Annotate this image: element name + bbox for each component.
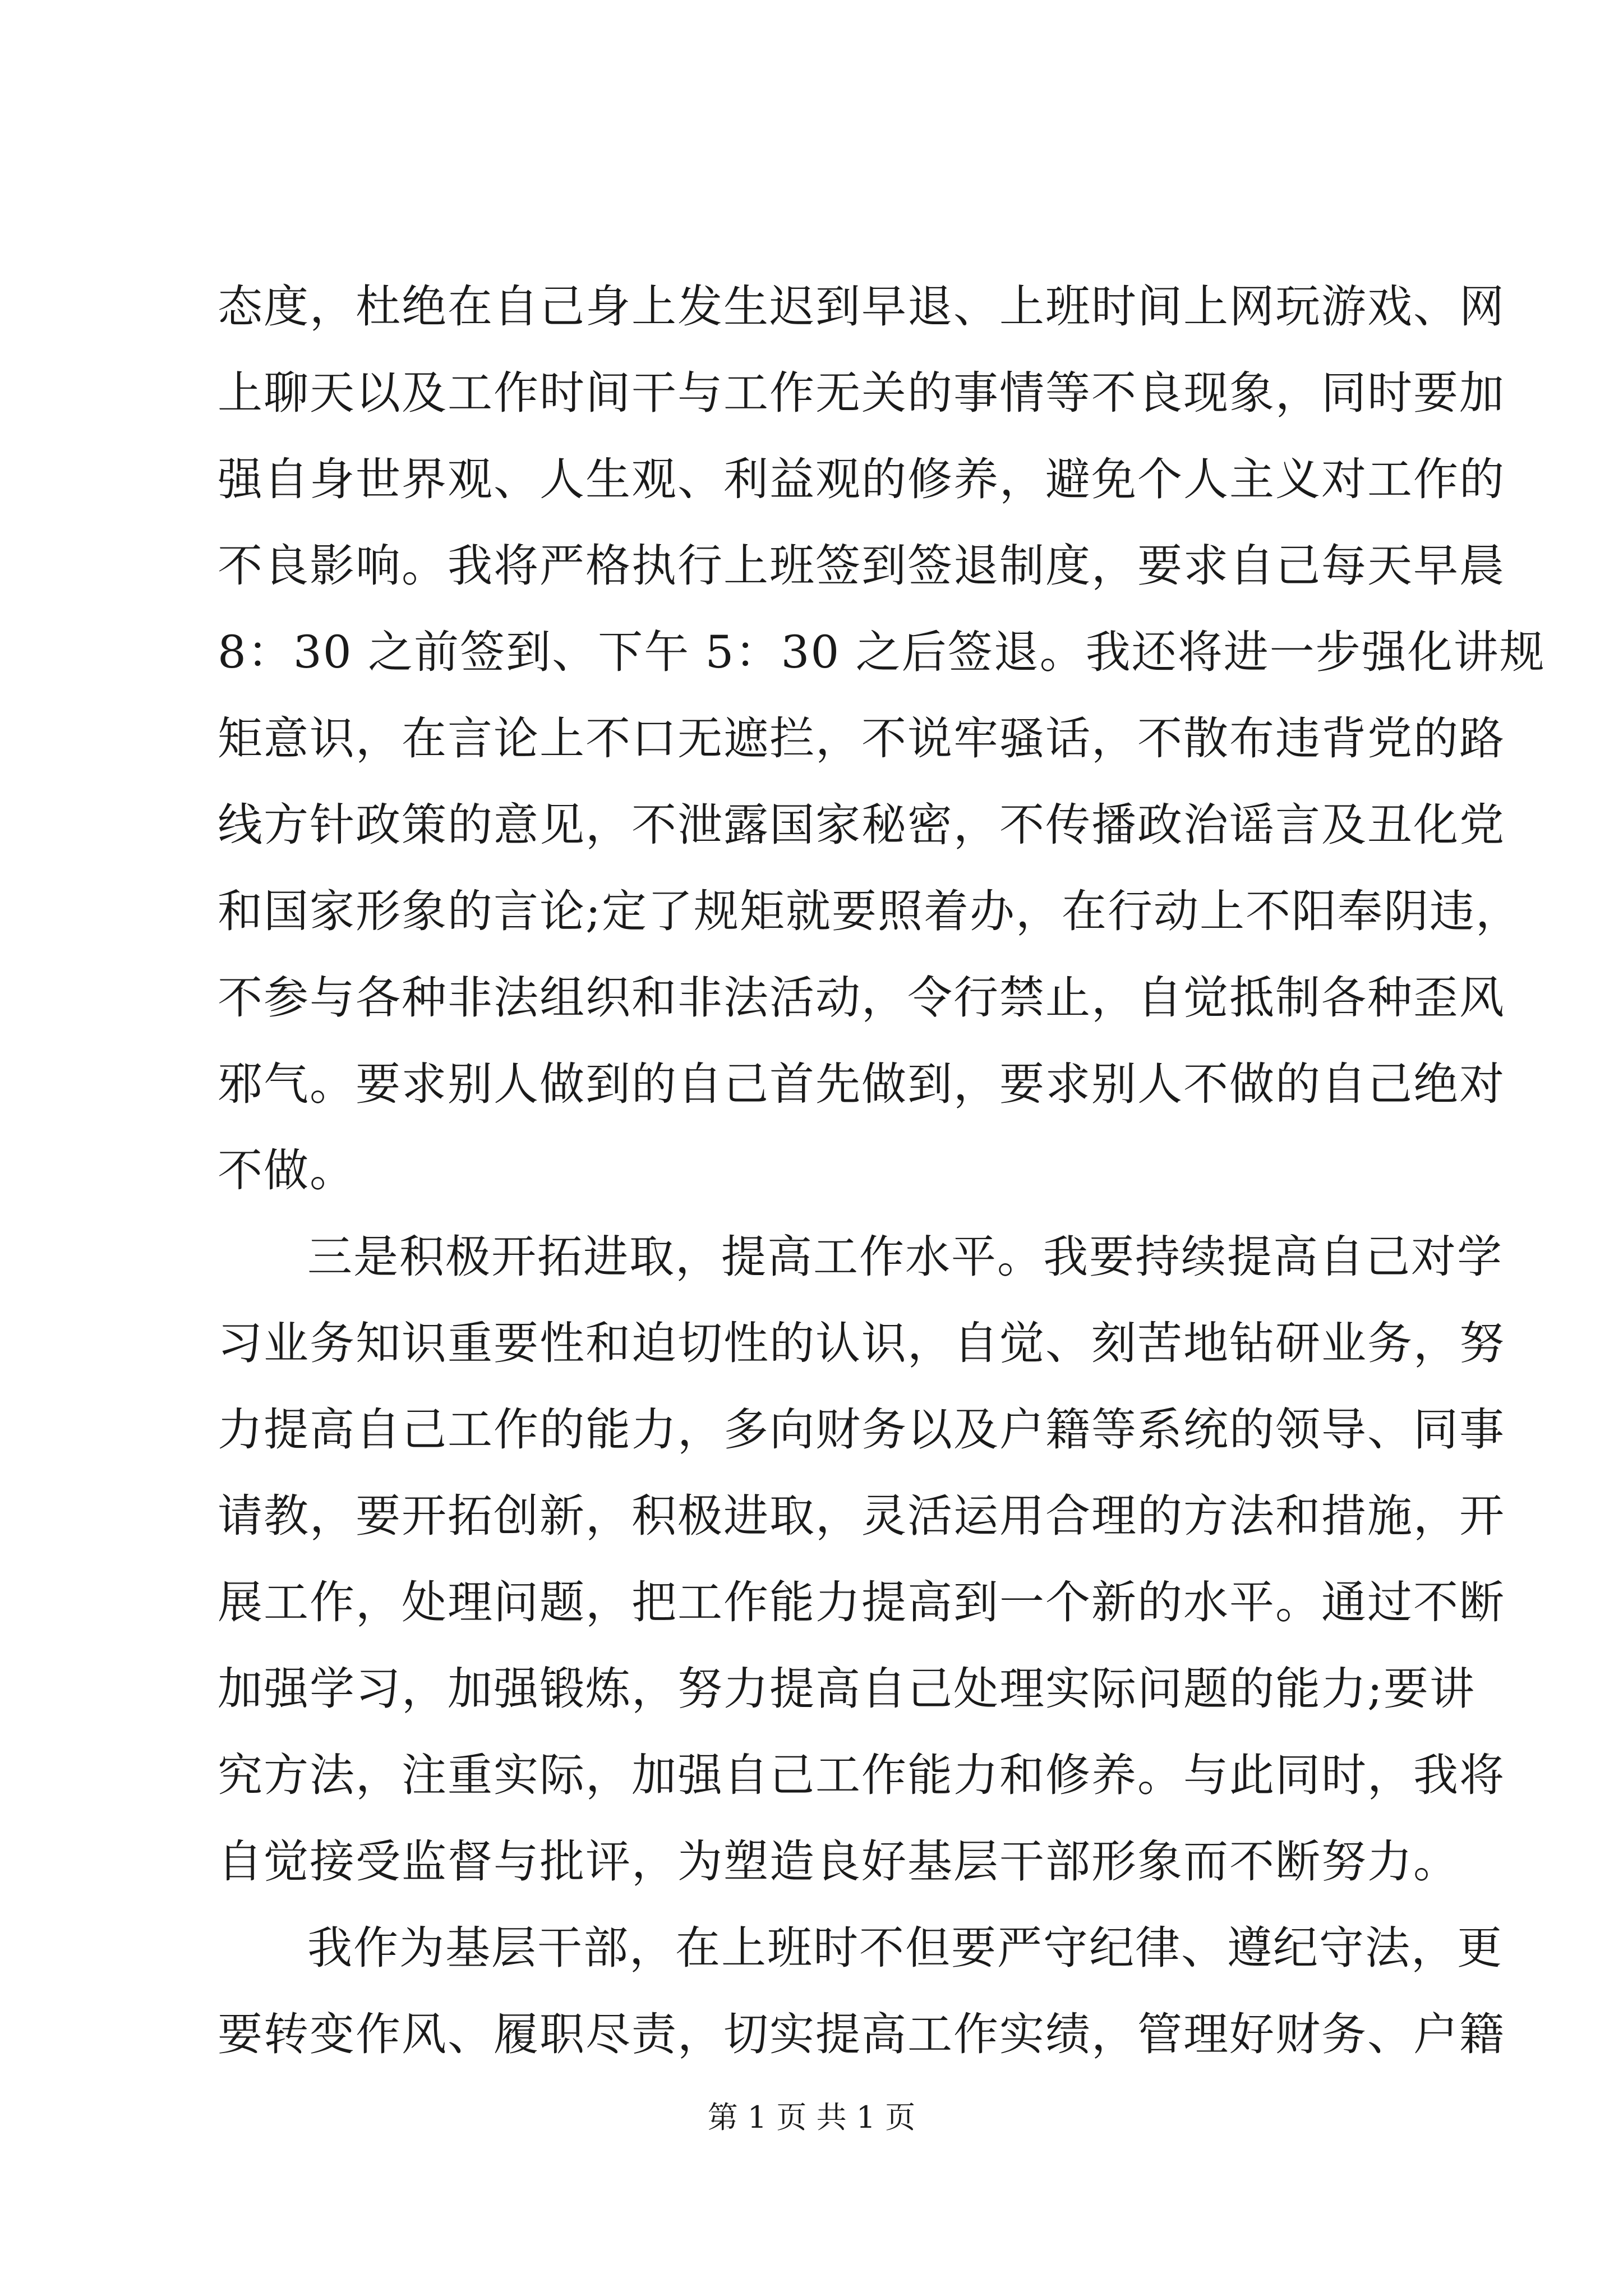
text-line: 不参与各种非法组织和非法活动，令行禁止，自觉抵制各种歪风 <box>218 972 1505 1024</box>
text-line: 力提高自己工作的能力，多向财务以及户籍等系统的领导、同事 <box>218 1404 1505 1456</box>
text-line: 不良影响。我将严格执行上班签到签退制度，要求自己每天早晨 <box>218 540 1505 592</box>
text-line: 矩意识，在言论上不口无遮拦，不说牢骚话，不散布违背党的路 <box>218 712 1505 765</box>
text-line: 态度，杜绝在自己身上发生迟到早退、上班时间上网玩游戏、网 <box>218 280 1505 333</box>
text-line: 要转变作风、履职尽责，切实提高工作实绩，管理好财务、户籍 <box>218 2008 1505 2060</box>
text-line: 习业务知识重要性和迫切性的认识，自觉、刻苦地钻研业务，努 <box>218 1317 1505 1369</box>
text-line: 上聊天以及工作时间干与工作无关的事情等不良现象，同时要加 <box>218 367 1505 419</box>
text-line: 展工作，处理问题，把工作能力提高到一个新的水平。通过不断 <box>218 1576 1505 1628</box>
body-text <box>218 264 1546 2078</box>
text-line: 邪气。要求别人做到的自己首先做到，要求别人不做的自己绝对 <box>218 1058 1505 1110</box>
text-line: 请教，要开拓创新，积极进取，灵活运用合理的方法和措施，开 <box>218 1490 1505 1542</box>
text-line: 自觉接受监督与批评，为塑造良好基层干部形象而不断努力。 <box>218 1835 1459 1888</box>
paragraph-start-line: 我作为基层干部，在上班时不但要严守纪律、遵纪守法，更 <box>307 1922 1503 1974</box>
page-number-footer: 第 1 页 共 1 页 <box>707 2100 916 2135</box>
text-line: 8：30 之前签到、下午 5：30 之后签退。我还将进一步强化讲规 <box>218 626 1546 678</box>
text-line: 和国家形象的言论;定了规矩就要照着办，在行动上不阳奉阴违， <box>218 885 1521 937</box>
text-line: 加强学习，加强锻炼，努力提高自己处理实际问题的能力;要讲 <box>218 1663 1476 1715</box>
text-line: 究方法，注重实际，加强自己工作能力和修养。与此同时，我将 <box>218 1749 1505 1801</box>
text-line: 线方针政策的意见，不泄露国家秘密，不传播政治谣言及丑化党 <box>218 799 1505 851</box>
text-line: 不做。 <box>218 1144 356 1197</box>
paragraph-start-line: 三是积极开拓进取，提高工作水平。我要持续提高自己对学 <box>307 1231 1503 1283</box>
text-line: 强自身世界观、人生观、利益观的修养，避免个人主义对工作的 <box>218 453 1505 505</box>
